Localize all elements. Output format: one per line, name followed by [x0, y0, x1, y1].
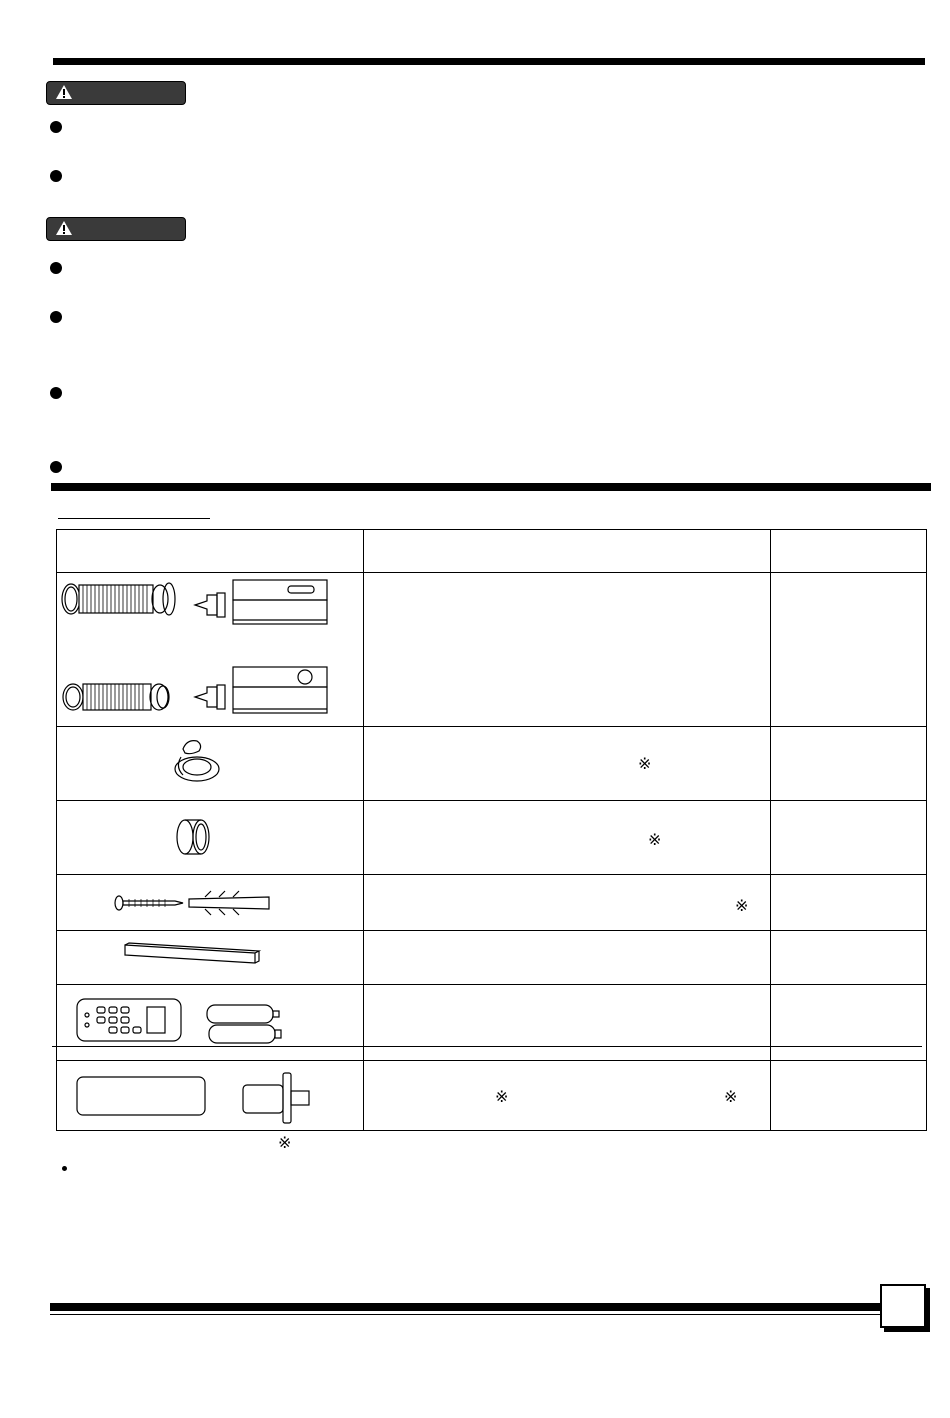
note-bullet — [62, 1166, 67, 1171]
ring-adapter-icon — [177, 820, 209, 854]
row-qty — [771, 573, 927, 727]
row-image — [57, 931, 364, 985]
remote-control-icon — [77, 999, 181, 1041]
row-image — [57, 1061, 364, 1131]
header-quantity — [771, 530, 927, 573]
page-number-box — [880, 1284, 926, 1328]
section-rule — [51, 483, 931, 491]
row-name — [364, 1061, 771, 1131]
drain-hose-icon — [77, 1077, 205, 1115]
table-header-row — [57, 530, 927, 573]
table-row — [57, 931, 927, 985]
wall-anchor-icon — [189, 891, 269, 915]
row-image — [57, 573, 364, 727]
row-name — [364, 985, 771, 1061]
bullet-dot — [50, 262, 62, 274]
exhaust-hose-icon — [62, 583, 175, 615]
screw-icon — [115, 896, 183, 910]
warning-triangle-icon — [55, 84, 73, 100]
drain-connector-icon — [243, 1073, 309, 1123]
row-qty — [771, 985, 927, 1061]
bullet-dot — [50, 311, 62, 323]
bullet-dot — [50, 170, 62, 182]
row-name — [364, 573, 771, 727]
row-image — [57, 727, 364, 801]
footnote-marker: ※ — [278, 1135, 292, 1152]
battery-icon — [207, 1005, 281, 1043]
table-row — [57, 875, 927, 931]
bullet-dot — [50, 461, 62, 473]
header-rule — [53, 58, 925, 65]
row-qty — [771, 931, 927, 985]
row-name — [364, 801, 771, 875]
row-qty — [771, 727, 927, 801]
accessories-title — [58, 500, 210, 519]
row-name — [364, 727, 771, 801]
table-row — [57, 801, 927, 875]
table-row — [57, 985, 927, 1061]
exhaust-hose-icon — [63, 684, 169, 710]
window-slider-icon — [233, 580, 327, 624]
window-slider-icon — [233, 667, 327, 713]
row-image — [57, 985, 364, 1061]
row-name — [364, 931, 771, 985]
optional-marker: ※ — [495, 1088, 509, 1106]
table-divider — [52, 1046, 922, 1047]
optional-marker: ※ — [638, 755, 652, 773]
row-qty — [771, 801, 927, 875]
table-row — [57, 1061, 927, 1131]
bullet-dot — [50, 387, 62, 399]
accessories-table — [56, 529, 927, 1131]
footer-thin-rule — [50, 1314, 880, 1315]
warning-tag — [46, 81, 186, 105]
hose-adapter-icon — [195, 685, 225, 709]
drain-plug-icon — [175, 741, 219, 781]
table-row — [57, 727, 927, 801]
footer-rule — [50, 1303, 880, 1311]
caution-tag — [46, 217, 186, 241]
header-image — [57, 530, 364, 573]
row-name — [364, 875, 771, 931]
row-qty — [771, 875, 927, 931]
warning-triangle-icon — [55, 220, 73, 236]
row-image — [57, 801, 364, 875]
table-row — [57, 573, 927, 727]
row-qty — [771, 1061, 927, 1131]
foam-strip-icon — [125, 943, 259, 963]
header-name — [364, 530, 771, 573]
optional-marker: ※ — [735, 897, 749, 915]
optional-marker: ※ — [648, 831, 662, 849]
bullet-dot — [50, 121, 62, 133]
row-image — [57, 875, 364, 931]
hose-adapter-icon — [195, 593, 225, 617]
optional-marker: ※ — [724, 1088, 738, 1106]
